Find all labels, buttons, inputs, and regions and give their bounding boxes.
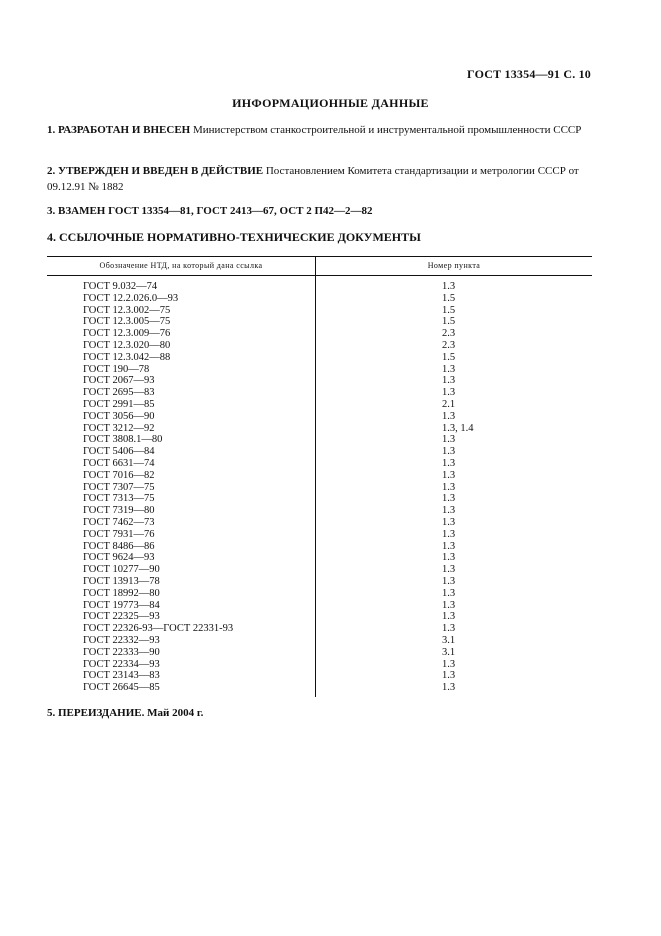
table-cell-document: ГОСТ 22333—90 [83, 646, 160, 658]
table-cell-clause: 1.3, 1.4 [442, 422, 474, 434]
item-text: ВЗАМЕН ГОСТ 13354—81, ГОСТ 2413—67, ОСТ 2 П42—2—82 [58, 205, 373, 217]
table-cell-document: ГОСТ 9.032—74 [83, 281, 158, 292]
table-cell-clause: 2.3 [442, 328, 456, 340]
column-header-document: Обозначение НТД, на который дана ссылка [47, 257, 316, 275]
table-cell-document: ГОСТ 18992—80 [83, 587, 160, 599]
table-cell-document: ГОСТ 2991—85 [83, 398, 155, 410]
table-cell-clause: 1.3 [442, 457, 456, 469]
table-cell-document: ГОСТ 23143—83 [83, 670, 160, 682]
info-item-3 [47, 203, 592, 219]
table-cell-clause: 1.3 [442, 469, 456, 481]
info-item-4 [47, 229, 592, 245]
page-header: ГОСТ 13354—91 С. 10 [467, 67, 591, 81]
table-cell-clause: 1.3 [442, 599, 456, 611]
table-cell-document: ГОСТ 7307—75 [83, 481, 155, 493]
table-cell-clause: 1.3 [442, 575, 456, 587]
table-cell-document: ГОСТ 12.3.005—75 [83, 316, 171, 328]
table-cell-clause: 1.3 [442, 446, 456, 458]
item-text: Постановлением Комитета стандартизации и метрологии СССР от 09.12.91 № 1882 [47, 165, 579, 193]
table-cell-document: ГОСТ 12.3.020—80 [83, 339, 171, 351]
table-cell-document: ГОСТ 3808.1—80 [83, 434, 163, 446]
table-cell-clause: 1.3 [442, 493, 456, 505]
clause-column [316, 276, 592, 697]
info-item-1 [47, 122, 592, 138]
table-cell-clause: 1.3 [442, 623, 456, 635]
table-cell-clause: 1.5 [442, 292, 456, 304]
table-cell-clause: 1.5 [442, 351, 456, 363]
item-text: Министерством станкостроительной и инструментальной промышленности СССР [192, 124, 582, 136]
table-cell-clause: 1.3 [442, 281, 456, 292]
table-cell-clause: 1.3 [442, 682, 456, 694]
item-text: ССЫЛОЧНЫЕ НОРМАТИВНО-ТЕХНИЧЕСКИЕ ДОКУМЕНТЫ [59, 230, 421, 244]
table-cell-clause: 1.3 [442, 516, 456, 528]
table-cell-clause: 1.3 [442, 434, 456, 446]
table-cell-clause: 1.3 [442, 387, 456, 399]
table-cell-document: ГОСТ 9624—93 [83, 552, 155, 564]
table-cell-clause: 1.3 [442, 363, 456, 375]
table-cell-document: ГОСТ 12.3.042—88 [83, 351, 171, 363]
item-number: 1. [47, 124, 56, 136]
item-number: 5. [47, 707, 56, 719]
table-cell-document: ГОСТ 22326-93—ГОСТ 22331-93 [83, 623, 234, 635]
table-cell-clause: 2.1 [442, 398, 456, 410]
table-cell-clause: 2.3 [442, 339, 456, 351]
table-cell-clause: 1.3 [442, 505, 456, 517]
item-lead: РАЗРАБОТАН И ВНЕСЕН [58, 124, 191, 136]
table-cell-document: ГОСТ 3212—92 [83, 422, 155, 434]
table-cell-document: ГОСТ 8486—86 [83, 540, 155, 552]
table-cell-clause: 1.3 [442, 552, 456, 564]
table-cell-clause: 1.3 [442, 540, 456, 552]
table-cell-document: ГОСТ 6631—74 [83, 457, 155, 469]
column-header-clause: Номер пункта [427, 261, 481, 270]
document-title: ИНФОРМАЦИОННЫЕ ДАННЫЕ [232, 96, 429, 110]
item-lead: УТВЕРЖДЕН И ВВЕДЕН В ДЕЙСТВИЕ [58, 165, 264, 177]
table-cell-clause: 1.3 [442, 375, 456, 387]
table-cell-document: ГОСТ 12.3.009—76 [83, 328, 171, 340]
table-cell-document: ГОСТ 2695—83 [83, 387, 155, 399]
table-cell-document: ГОСТ 22325—93 [83, 611, 160, 623]
table-cell-clause: 1.3 [442, 528, 456, 540]
table-cell-clause: 3.1 [442, 646, 456, 658]
item-number: 3. [47, 205, 56, 217]
table-cell-document: ГОСТ 5406—84 [83, 446, 155, 458]
table-cell-clause: 1.3 [442, 481, 456, 493]
table-cell-clause: 1.3 [442, 564, 456, 576]
table-cell-document: ГОСТ 3056—90 [83, 410, 155, 422]
item-number: 2. [47, 165, 56, 177]
table-cell-clause: 3.1 [442, 634, 456, 646]
table-cell-clause: 1.3 [442, 410, 456, 422]
table-cell-document: ГОСТ 190—78 [83, 363, 150, 375]
item-number: 4. [47, 230, 56, 244]
table-cell-document: ГОСТ 13913—78 [83, 575, 160, 587]
table-cell-clause: 1.3 [442, 670, 456, 682]
table-cell-document: ГОСТ 7313—75 [83, 493, 155, 505]
table-cell-document: ГОСТ 12.2.026.0—93 [83, 292, 179, 304]
table-cell-document: ГОСТ 10277—90 [83, 564, 160, 576]
info-item-2 [47, 163, 592, 195]
table-header-row [47, 256, 592, 276]
table-cell-document: ГОСТ 2067—93 [83, 375, 155, 387]
document-column [47, 276, 316, 697]
table-cell-clause: 1.3 [442, 611, 456, 623]
table-cell-document: ГОСТ 22334—93 [83, 658, 160, 670]
table-cell-document: ГОСТ 7016—82 [83, 469, 155, 481]
table-cell-clause: 1.5 [442, 304, 456, 316]
item-text: ПЕРЕИЗДАНИЕ. Май 2004 г. [58, 707, 204, 719]
reference-documents-table [47, 256, 592, 697]
table-cell-document: ГОСТ 22332—93 [83, 634, 160, 646]
table-body [47, 276, 592, 697]
table-cell-document: ГОСТ 7319—80 [83, 505, 155, 517]
info-item-5 [47, 705, 592, 721]
table-cell-clause: 1.3 [442, 658, 456, 670]
table-cell-document: ГОСТ 19773—84 [83, 599, 160, 611]
table-cell-document: ГОСТ 7931—76 [83, 528, 155, 540]
table-cell-document: ГОСТ 7462—73 [83, 516, 155, 528]
table-cell-clause: 1.5 [442, 316, 456, 328]
table-cell-document: ГОСТ 26645—85 [83, 682, 160, 694]
table-cell-document: ГОСТ 12.3.002—75 [83, 304, 171, 316]
table-cell-clause: 1.3 [442, 587, 456, 599]
